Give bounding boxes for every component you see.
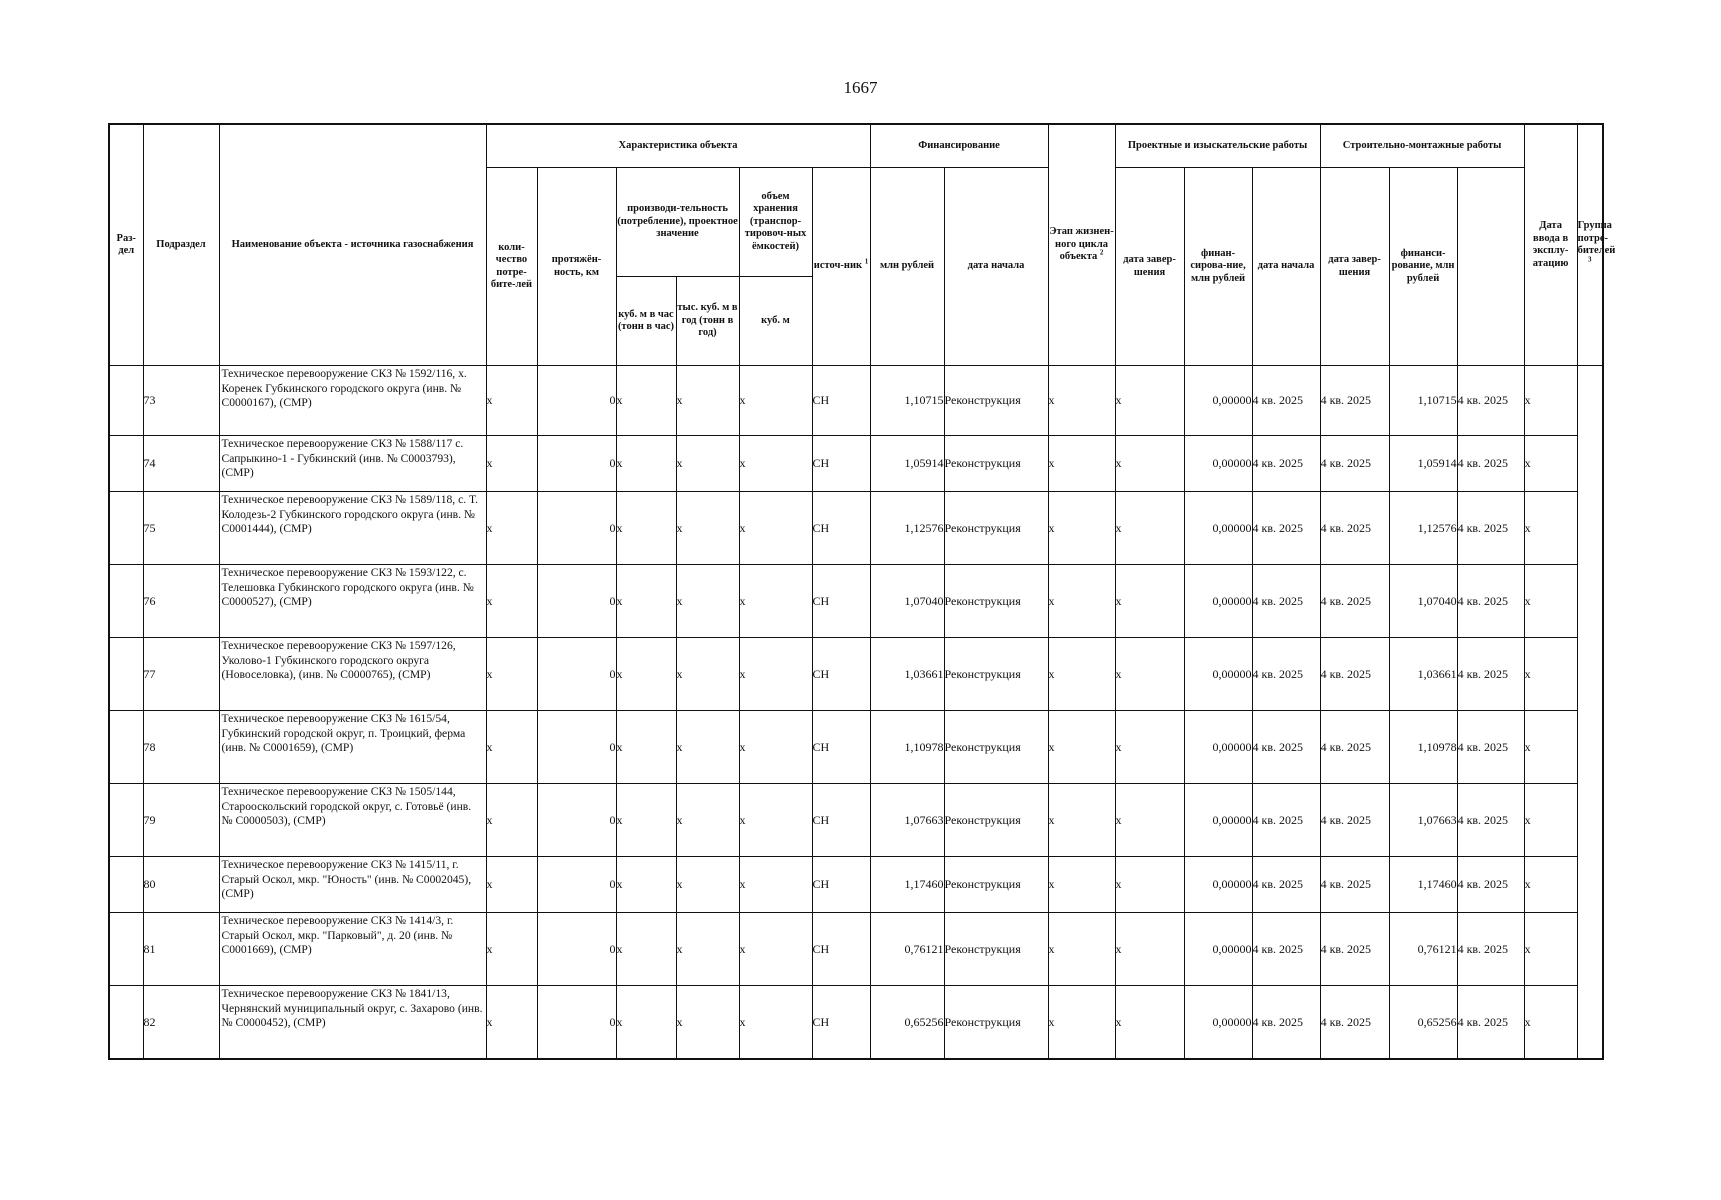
header-consumers: коли-чество потре-бите-лей <box>486 168 537 366</box>
cell-design-end: x <box>1115 638 1184 711</box>
cell-consumer-group: x <box>1524 857 1577 913</box>
cell-design-start: x <box>1048 565 1115 638</box>
cell-per-hour: x <box>616 638 676 711</box>
cell-per-year: x <box>676 913 739 986</box>
header-design-end: дата завер-шения <box>1115 168 1184 366</box>
cell-per-year: x <box>676 436 739 492</box>
cell-construction-financing: 1,03661 <box>1389 638 1457 711</box>
cell-object-name: Техническое перевооружение СКЗ № 1593/122, с. Телешовка Губкинского городского округа (инв. № С0000527), (СМР) <box>219 565 486 638</box>
cell-podrazdel: 74 <box>143 436 219 492</box>
cell-object-name: Техническое перевооружение СКЗ № 1597/126, Уколово-1 Губкинского городского округа (Новоселовка), (инв. № С0000765), (СМР) <box>219 638 486 711</box>
cell-length: 0 <box>537 711 616 784</box>
cell-mln-rub: 1,07663 <box>870 784 944 857</box>
cell-consumer-group: x <box>1524 638 1577 711</box>
table-row <box>109 565 1603 638</box>
cell-per-hour: x <box>616 784 676 857</box>
table-row <box>109 913 1603 986</box>
cell-construction-financing: 1,10715 <box>1389 366 1457 436</box>
cell-construction-financing: 1,17460 <box>1389 857 1457 913</box>
cell-construction-end: 4 кв. 2025 <box>1320 857 1389 913</box>
cell-razdel <box>109 711 143 784</box>
cell-stage: Реконструкция <box>944 857 1048 913</box>
header-per-hour: куб. м в час (тонн в час) <box>616 277 676 366</box>
cell-stage: Реконструкция <box>944 436 1048 492</box>
cell-construction-end: 4 кв. 2025 <box>1320 986 1389 1059</box>
cell-construction-start: 4 кв. 2025 <box>1252 366 1320 436</box>
cell-storage: x <box>739 784 812 857</box>
cell-per-hour: x <box>616 492 676 565</box>
cell-stage: Реконструкция <box>944 986 1048 1059</box>
cell-per-year: x <box>676 986 739 1059</box>
cell-design-end: x <box>1115 565 1184 638</box>
header-design-works: Проектные и изыскательские работы <box>1115 124 1320 168</box>
cell-per-hour: x <box>616 436 676 492</box>
cell-length: 0 <box>537 565 616 638</box>
header-design-start: дата начала <box>944 168 1048 366</box>
header-construction-start: дата начала <box>1252 168 1320 366</box>
cell-per-year: x <box>676 565 739 638</box>
cell-construction-start: 4 кв. 2025 <box>1252 711 1320 784</box>
table-row <box>109 366 1603 436</box>
cell-construction-start: 4 кв. 2025 <box>1252 492 1320 565</box>
header-stage: Этап жизнен-ного цикла объекта $^2$ <box>1048 124 1115 366</box>
cell-per-hour: x <box>616 711 676 784</box>
cell-mln-rub: 1,10715 <box>870 366 944 436</box>
cell-mln-rub: 1,12576 <box>870 492 944 565</box>
cell-length: 0 <box>537 857 616 913</box>
cell-podrazdel: 82 <box>143 986 219 1059</box>
cell-design-financing: 0,00000 <box>1184 492 1252 565</box>
table-header <box>109 124 1616 366</box>
cell-design-start: x <box>1048 638 1115 711</box>
cell-per-year: x <box>676 857 739 913</box>
cell-consumer-group: x <box>1524 986 1577 1059</box>
cell-storage: x <box>739 492 812 565</box>
cell-razdel <box>109 857 143 913</box>
cell-source: СН <box>812 913 870 986</box>
cell-podrazdel: 77 <box>143 638 219 711</box>
table-body <box>109 366 1603 1059</box>
cell-construction-start: 4 кв. 2025 <box>1252 638 1320 711</box>
table-row <box>109 784 1603 857</box>
cell-design-end: x <box>1115 913 1184 986</box>
cell-consumers: x <box>486 913 537 986</box>
cell-stage: Реконструкция <box>944 784 1048 857</box>
cell-object-name: Техническое перевооружение СКЗ № 1589/118, с. Т. Колодезь-2 Губкинского городского округа (инв. № С0001444), (СМР) <box>219 492 486 565</box>
cell-design-financing: 0,00000 <box>1184 436 1252 492</box>
cell-commission-date: 4 кв. 2025 <box>1457 986 1524 1059</box>
cell-storage: x <box>739 711 812 784</box>
cell-stage: Реконструкция <box>944 565 1048 638</box>
cell-per-hour: x <box>616 986 676 1059</box>
cell-design-end: x <box>1115 436 1184 492</box>
cell-stage: Реконструкция <box>944 366 1048 436</box>
cell-commission-date: 4 кв. 2025 <box>1457 913 1524 986</box>
cell-length: 0 <box>537 492 616 565</box>
cell-source: СН <box>812 638 870 711</box>
table-row <box>109 857 1603 913</box>
cell-consumer-group: x <box>1524 565 1577 638</box>
cell-storage: x <box>739 857 812 913</box>
cell-construction-start: 4 кв. 2025 <box>1252 857 1320 913</box>
header-mln-rub: млн рублей <box>870 168 944 366</box>
cell-commission-date: 4 кв. 2025 <box>1457 711 1524 784</box>
cell-construction-financing: 0,65256 <box>1389 986 1457 1059</box>
cell-construction-end: 4 кв. 2025 <box>1320 711 1389 784</box>
cell-construction-end: 4 кв. 2025 <box>1320 436 1389 492</box>
cell-construction-end: 4 кв. 2025 <box>1320 784 1389 857</box>
cell-storage: x <box>739 986 812 1059</box>
cell-per-year: x <box>676 366 739 436</box>
cell-construction-start: 4 кв. 2025 <box>1252 436 1320 492</box>
cell-mln-rub: 1,07040 <box>870 565 944 638</box>
cell-length: 0 <box>537 784 616 857</box>
cell-per-hour: x <box>616 366 676 436</box>
cell-construction-financing: 1,05914 <box>1389 436 1457 492</box>
cell-construction-end: 4 кв. 2025 <box>1320 638 1389 711</box>
cell-design-start: x <box>1048 492 1115 565</box>
cell-razdel <box>109 784 143 857</box>
header-financing: Финансирование <box>870 124 1048 168</box>
cell-podrazdel: 76 <box>143 565 219 638</box>
cell-razdel <box>109 638 143 711</box>
cell-commission-date: 4 кв. 2025 <box>1457 784 1524 857</box>
table-row <box>109 986 1603 1059</box>
cell-per-year: x <box>676 638 739 711</box>
header-source: источ-ник $^1$ <box>812 168 870 366</box>
cell-design-start: x <box>1048 857 1115 913</box>
cell-consumers: x <box>486 436 537 492</box>
cell-construction-start: 4 кв. 2025 <box>1252 565 1320 638</box>
table-row <box>109 711 1603 784</box>
header-consumer-group: Группа потре-бителей $^3$ <box>1577 124 1603 366</box>
header-construction-works: Строительно-монтажные работы <box>1320 124 1524 168</box>
cell-razdel <box>109 986 143 1059</box>
cell-design-start: x <box>1048 436 1115 492</box>
cell-construction-end: 4 кв. 2025 <box>1320 492 1389 565</box>
cell-stage: Реконструкция <box>944 913 1048 986</box>
cell-podrazdel: 81 <box>143 913 219 986</box>
cell-design-financing: 0,00000 <box>1184 913 1252 986</box>
cell-per-year: x <box>676 711 739 784</box>
cell-podrazdel: 75 <box>143 492 219 565</box>
cell-consumers: x <box>486 986 537 1059</box>
table-row <box>109 638 1603 711</box>
cell-length: 0 <box>537 366 616 436</box>
cell-podrazdel: 73 <box>143 366 219 436</box>
cell-mln-rub: 1,03661 <box>870 638 944 711</box>
cell-design-financing: 0,00000 <box>1184 366 1252 436</box>
cell-object-name: Техническое перевооружение СКЗ № 1592/116, х. Коренек Губкинского городского округа (инв. № С0000167), (СМР) <box>219 366 486 436</box>
cell-per-year: x <box>676 492 739 565</box>
cell-object-name: Техническое перевооружение СКЗ № 1841/13, Чернянский муниципальный округ, с. Захарово (инв. № С0000452), (СМР) <box>219 986 486 1059</box>
cell-source: СН <box>812 366 870 436</box>
cell-podrazdel: 79 <box>143 784 219 857</box>
cell-mln-rub: 1,17460 <box>870 857 944 913</box>
cell-storage: x <box>739 366 812 436</box>
header-object-name: Наименование объекта - источника газоснабжения <box>219 124 486 366</box>
cell-podrazdel: 78 <box>143 711 219 784</box>
table-row <box>109 492 1603 565</box>
header-construction-financing: финанси-рование, млн рублей <box>1389 168 1457 366</box>
cell-stage: Реконструкция <box>944 492 1048 565</box>
cell-source: СН <box>812 784 870 857</box>
cell-construction-financing: 1,10978 <box>1389 711 1457 784</box>
cell-design-financing: 0,00000 <box>1184 638 1252 711</box>
cell-length: 0 <box>537 913 616 986</box>
cell-source: СН <box>812 857 870 913</box>
cell-construction-financing: 0,76121 <box>1389 913 1457 986</box>
cell-consumer-group: x <box>1524 711 1577 784</box>
cell-construction-end: 4 кв. 2025 <box>1320 913 1389 986</box>
header-characteristics: Характеристика объекта <box>486 124 870 168</box>
cell-per-hour: x <box>616 857 676 913</box>
cell-commission-date: 4 кв. 2025 <box>1457 436 1524 492</box>
cell-design-financing: 0,00000 <box>1184 565 1252 638</box>
header-storage: объем хранения (транспор-тировоч-ных ёмкостей) <box>739 168 812 277</box>
header-per-year: тыс. куб. м в год (тонн в год) <box>676 277 739 366</box>
cell-per-hour: x <box>616 913 676 986</box>
cell-object-name: Техническое перевооружение СКЗ № 1415/11, г. Старый Оскол, мкр. "Юность" (инв. № С0002045), (СМР) <box>219 857 486 913</box>
cell-storage: x <box>739 436 812 492</box>
cell-source: СН <box>812 436 870 492</box>
cell-construction-financing: 1,12576 <box>1389 492 1457 565</box>
header-commission-date: Дата ввода в эксплу-атацию <box>1524 124 1577 366</box>
cell-consumers: x <box>486 366 537 436</box>
cell-commission-date: 4 кв. 2025 <box>1457 492 1524 565</box>
cell-design-start: x <box>1048 986 1115 1059</box>
cell-object-name: Техническое перевооружение СКЗ № 1505/144, Старооскольский городской округ, с. Готовьё (инв. № С0000503), (СМР) <box>219 784 486 857</box>
cell-consumers: x <box>486 638 537 711</box>
cell-design-financing: 0,00000 <box>1184 711 1252 784</box>
cell-mln-rub: 0,76121 <box>870 913 944 986</box>
cell-consumer-group: x <box>1524 492 1577 565</box>
cell-commission-date: 4 кв. 2025 <box>1457 565 1524 638</box>
cell-storage: x <box>739 913 812 986</box>
cell-construction-financing: 1,07040 <box>1389 565 1457 638</box>
cell-stage: Реконструкция <box>944 711 1048 784</box>
cell-consumers: x <box>486 492 537 565</box>
cell-consumers: x <box>486 784 537 857</box>
cell-per-hour: x <box>616 565 676 638</box>
page-number: 1667 <box>843 78 878 97</box>
cell-mln-rub: 1,10978 <box>870 711 944 784</box>
cell-construction-end: 4 кв. 2025 <box>1320 366 1389 436</box>
cell-razdel <box>109 913 143 986</box>
cell-length: 0 <box>537 436 616 492</box>
table-row <box>109 436 1603 492</box>
cell-length: 0 <box>537 638 616 711</box>
cell-consumers: x <box>486 565 537 638</box>
cell-design-end: x <box>1115 857 1184 913</box>
cell-object-name: Техническое перевооружение СКЗ № 1414/3, г. Старый Оскол, мкр. "Парковый", д. 20 (инв. № С0001669), (СМР) <box>219 913 486 986</box>
header-productivity: производи-тельность (потребление), проектное значение <box>616 168 739 277</box>
cell-commission-date: 4 кв. 2025 <box>1457 857 1524 913</box>
cell-commission-date: 4 кв. 2025 <box>1457 366 1524 436</box>
cell-length: 0 <box>537 986 616 1059</box>
cell-storage: x <box>739 638 812 711</box>
cell-commission-date: 4 кв. 2025 <box>1457 638 1524 711</box>
cell-source: СН <box>812 711 870 784</box>
cell-design-financing: 0,00000 <box>1184 857 1252 913</box>
cell-construction-financing: 1,07663 <box>1389 784 1457 857</box>
cell-construction-start: 4 кв. 2025 <box>1252 986 1320 1059</box>
cell-mln-rub: 1,05914 <box>870 436 944 492</box>
cell-podrazdel: 80 <box>143 857 219 913</box>
header-podrazdel: Подраздел <box>143 124 219 366</box>
cell-design-financing: 0,00000 <box>1184 784 1252 857</box>
cell-construction-end: 4 кв. 2025 <box>1320 565 1389 638</box>
cell-stage: Реконструкция <box>944 638 1048 711</box>
cell-storage: x <box>739 565 812 638</box>
cell-source: СН <box>812 492 870 565</box>
cell-consumer-group: x <box>1524 784 1577 857</box>
cell-consumer-group: x <box>1524 436 1577 492</box>
cell-razdel <box>109 492 143 565</box>
cell-design-end: x <box>1115 986 1184 1059</box>
cell-design-end: x <box>1115 492 1184 565</box>
cell-design-end: x <box>1115 711 1184 784</box>
cell-consumers: x <box>486 711 537 784</box>
header-length: протяжён-ность, км <box>537 168 616 366</box>
cell-source: СН <box>812 565 870 638</box>
header-construction-end: дата завер-шения <box>1320 168 1389 366</box>
cell-construction-start: 4 кв. 2025 <box>1252 913 1320 986</box>
cell-design-start: x <box>1048 366 1115 436</box>
cell-design-start: x <box>1048 711 1115 784</box>
cell-design-start: x <box>1048 784 1115 857</box>
cell-design-end: x <box>1115 784 1184 857</box>
cell-design-end: x <box>1115 366 1184 436</box>
header-design-financing: финан-сирова-ние, млн рублей <box>1184 168 1252 366</box>
cell-consumer-group: x <box>1524 913 1577 986</box>
cell-design-start: x <box>1048 913 1115 986</box>
cell-consumers: x <box>486 857 537 913</box>
cell-razdel <box>109 366 143 436</box>
cell-design-financing: 0,00000 <box>1184 986 1252 1059</box>
header-razdel: Раз-дел <box>109 124 143 366</box>
cell-construction-start: 4 кв. 2025 <box>1252 784 1320 857</box>
cell-razdel <box>109 565 143 638</box>
cell-razdel <box>109 436 143 492</box>
investment-table <box>108 123 1616 1060</box>
cell-consumer-group: x <box>1524 366 1577 436</box>
header-storage-unit: куб. м <box>739 277 812 366</box>
cell-per-year: x <box>676 784 739 857</box>
cell-object-name: Техническое перевооружение СКЗ № 1615/54, Губкинский городской округ, п. Троицкий, ферма (инв. № С0001659), (СМР) <box>219 711 486 784</box>
cell-object-name: Техническое перевооружение СКЗ № 1588/117 с. Сапрыкино-1 - Губкинский (инв. № С0003793), (СМР) <box>219 436 486 492</box>
cell-source: СН <box>812 986 870 1059</box>
cell-mln-rub: 0,65256 <box>870 986 944 1059</box>
